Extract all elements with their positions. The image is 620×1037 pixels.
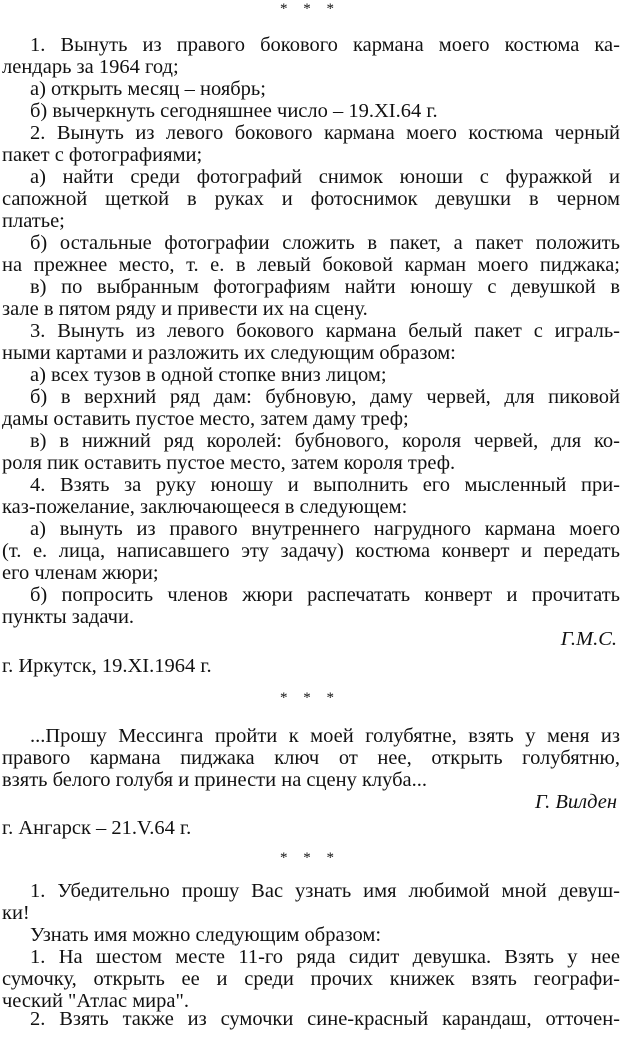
text-line: пакет с фотографиями; <box>2 144 203 166</box>
section-divider: * * * <box>280 1 340 17</box>
text-line: роля пик оставить пустое место, затем короля треф. <box>2 452 456 474</box>
text-line: б) остальные фотографии сложить в пакет, а пакет положить <box>30 232 620 254</box>
text-line: б) вычеркнуть сегодняшнее число – 19.XI.64 г. <box>30 100 438 122</box>
text-line: каз-пожелание, заключающееся в следующем: <box>2 496 408 518</box>
text-line: а) всех тузов в одной стопке вниз лицом; <box>30 364 387 386</box>
text-line: пункты задачи. <box>2 606 135 628</box>
place-date: г. Иркутск, 19.XI.1964 г. <box>2 655 212 677</box>
text-line: правого кармана пиджака ключ от нее, открыть голубятню, <box>2 747 620 769</box>
text-line: ческий "Атлас мира". <box>2 990 189 1012</box>
text-line: зале в пятом ряду и привести их на сцену. <box>2 298 368 320</box>
text-line: сумочку, открыть ее и среди прочих книжек взять географи- <box>2 968 620 990</box>
text-line: 3. Вынуть из левого бокового кармана белый пакет с играль- <box>30 320 620 342</box>
text-line: ными картами и разложить их следующим образом: <box>2 342 456 364</box>
text-line: в) в нижний ряд королей: бубнового, короля червей, для ко- <box>30 430 620 452</box>
signature: Г. Вилден <box>535 791 617 813</box>
text-line: 2. Вынуть из левого бокового кармана моего костюма черный <box>30 122 620 144</box>
text-line: платье; <box>2 210 65 232</box>
text-line: (т. е. лица, написавшего эту задачу) костюма конверт и передать <box>2 540 620 562</box>
text-line: 1. На шестом месте 11-го ряда сидит девушка. Взять у нее <box>30 946 620 968</box>
text-line: а) открыть месяц – ноябрь; <box>30 78 266 100</box>
place-date: г. Ангарск – 21.V.64 г. <box>2 817 192 839</box>
text-line: 2. Взять также из сумочки сине-красный карандаш, отточен- <box>30 1008 620 1030</box>
text-line: а) вынуть из правого внутреннего нагрудного кармана моего <box>30 518 620 540</box>
signature: Г.М.С. <box>560 628 617 650</box>
text-line: 1. Убедительно прошу Вас узнать имя любимой мной девуш- <box>30 880 620 902</box>
text-line: лендарь за 1964 год; <box>2 56 179 78</box>
text-line: б) попросить членов жюри распечатать конверт и прочитать <box>30 584 620 606</box>
text-line: сапожной щеткой в руках и фотоснимок девушки в черном <box>2 188 620 210</box>
text-line: его членам жюри; <box>2 562 159 584</box>
text-line: дамы оставить пустое место, затем даму треф; <box>2 408 409 430</box>
text-line: б) в верхний ряд дам: бубновую, даму червей, для пиковой <box>30 386 620 408</box>
text-line: взять белого голубя и принести на сцену клуба... <box>2 769 428 791</box>
text-line: а) найти среди фотографий снимок юноши с фуражкой и <box>30 166 620 188</box>
text-line: ...Прошу Мессинга пройти к моей голубятне, взять у меня из <box>30 725 620 747</box>
text-line: в) по выбранным фотографиям найти юношу с девушкой в <box>30 276 620 298</box>
section-divider: * * * <box>280 690 340 706</box>
text-line: 1. Вынуть из правого бокового кармана моего костюма ка- <box>30 34 620 56</box>
text-line: 4. Взять за руку юношу и выполнить его мысленный при- <box>30 474 620 496</box>
text-line: на прежнее место, т. е. в левый боковой карман моего пиджака; <box>2 254 620 276</box>
section-divider: * * * <box>280 850 340 866</box>
text-line: ки! <box>2 902 30 924</box>
text-line: Узнать имя можно следующим образом: <box>30 924 382 946</box>
